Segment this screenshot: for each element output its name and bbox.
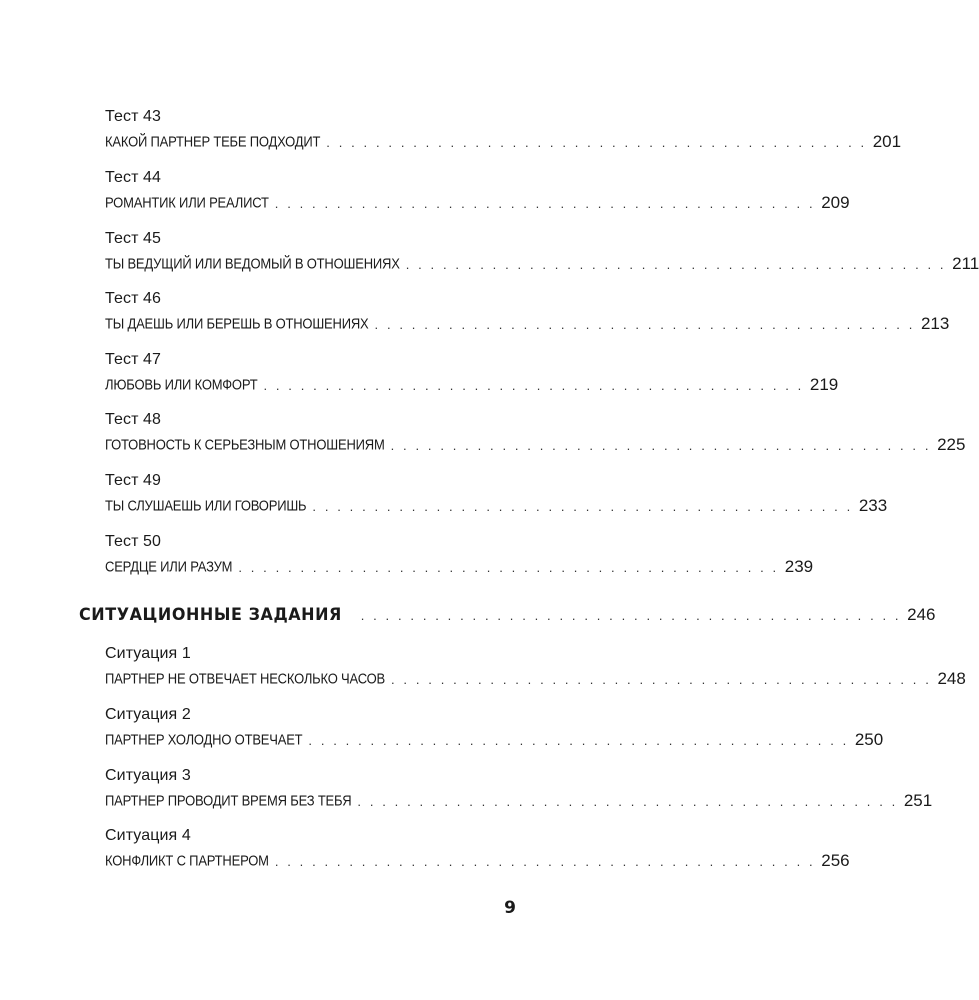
- toc-entry-test-50[interactable]: [105, 532, 814, 579]
- dot-leader: . . . . . . . . . . . . . . . . . . . . . . . . . . . . . . . . . . . . . . . . . . . .: [357, 794, 898, 809]
- entry-page: 239: [784, 557, 814, 576]
- page-number: 9: [504, 898, 516, 918]
- entry-title: КАКОЙ ПАРТНЕР ТЕБЕ ПОДХОДИТ: [105, 133, 321, 150]
- entry-page: 211: [952, 254, 979, 273]
- dot-leader: . . . . . . . . . . . . . . . . . . . . . . . . . . . . . . . . . . . . . . . . . . . .: [308, 733, 849, 748]
- entry-label: Тест 44: [105, 169, 162, 186]
- entry-title: ПАРТНЕР НЕ ОТВЕЧАЕТ НЕСКОЛЬКО ЧАСОВ: [105, 670, 385, 687]
- entry-title: ПАРТНЕР ХОЛОДНО ОТВЕЧАЕТ: [105, 731, 303, 748]
- toc-section-situational-tasks[interactable]: [79, 605, 936, 625]
- dot-leader: . . . . . . . . . . . . . . . . . . . . . . . . . . . . . . . . . . . . . . . . . . . .: [326, 135, 867, 150]
- dot-leader: . . . . . . . . . . . . . . . . . . . . . . . . . . . . . . . . . . . . . . . . . . . .: [274, 196, 816, 211]
- dot-leader: . . . . . . . . . . . . . . . . . . . . . . . . . . . . . . . . . . . . . . . . . . . .: [312, 499, 853, 514]
- entry-title: ТЫ ВЕДУЩИЙ ИЛИ ВЕДОМЫЙ В ОТНОШЕНИЯХ: [105, 255, 400, 272]
- toc-entry-situation-4[interactable]: [105, 826, 850, 873]
- dot-leader: . . . . . . . . . . . . . . . . . . . . . . . . . . . . . . . . . . . . . . . . . . . .: [374, 317, 915, 332]
- entry-title: ТЫ СЛУШАЕШЬ ИЛИ ГОВОРИШЬ: [105, 497, 307, 514]
- toc-entry-test-49[interactable]: [105, 471, 888, 518]
- entry-label: Тест 46: [105, 290, 162, 307]
- toc-entry-situation-1[interactable]: [105, 644, 966, 691]
- entry-page: 251: [903, 791, 933, 810]
- entry-label: Тест 50: [105, 533, 162, 550]
- entry-label: Тест 47: [105, 351, 162, 368]
- entry-page: 209: [821, 193, 850, 212]
- toc-entry-test-47[interactable]: [105, 350, 839, 397]
- entry-label: Тест 43: [105, 108, 162, 125]
- toc-entry-test-44[interactable]: [105, 168, 850, 215]
- entry-page: 201: [872, 132, 902, 151]
- dot-leader: . . . . . . . . . . . . . . . . . . . . . . . . . . . . . . . . . . . . . . . . . . . .: [390, 438, 932, 453]
- entry-title: ПАРТНЕР ПРОВОДИТ ВРЕМЯ БЕЗ ТЕБЯ: [105, 792, 352, 809]
- entry-title: РОМАНТИК ИЛИ РЕАЛИСТ: [105, 194, 269, 211]
- toc-entry-test-46[interactable]: [105, 289, 950, 336]
- entry-label: Тест 45: [105, 230, 162, 247]
- entry-label: Ситуация 3: [105, 767, 191, 784]
- entry-title: СЕРДЦЕ ИЛИ РАЗУМ: [105, 558, 233, 575]
- entry-title: КОНФЛИКТ С ПАРТНЕРОМ: [105, 852, 269, 869]
- toc-entry-situation-2[interactable]: [105, 705, 884, 752]
- entry-page: 213: [920, 314, 950, 333]
- dot-leader: . . . . . . . . . . . . . . . . . . . . . . . . . . . . . . . . . . . . . . . . . . . .: [238, 560, 779, 575]
- section-page: 246: [907, 605, 936, 624]
- dot-leader: . . . . . . . . . . . . . . . . . . . . . . . . . . . . . . . . . . . . . . . . . . . .: [274, 854, 816, 869]
- dot-leader: . . . . . . . . . . . . . . . . . . . . . . . . . . . . . . . . . . . . . . . . . . . .: [263, 378, 804, 393]
- section-title: СИТУАЦИОННЫЕ ЗАДАНИЯ: [79, 605, 342, 625]
- toc-entry-test-43[interactable]: [105, 107, 902, 154]
- toc-entry-situation-3[interactable]: [105, 766, 933, 813]
- entry-page: 256: [821, 851, 850, 870]
- entry-title: ТЫ ДАЕШЬ ИЛИ БЕРЕШЬ В ОТНОШЕНИЯХ: [105, 315, 369, 332]
- entry-label: Ситуация 4: [105, 827, 191, 844]
- entry-page: 250: [854, 730, 884, 749]
- toc-entry-test-45[interactable]: [105, 229, 979, 276]
- entry-page: 219: [809, 375, 839, 394]
- entry-title: ЛЮБОВЬ ИЛИ КОМФОРТ: [105, 376, 258, 393]
- toc-entry-test-48[interactable]: [105, 410, 966, 457]
- entry-page: 233: [858, 496, 888, 515]
- entry-title: ГОТОВНОСТЬ К СЕРЬЕЗНЫМ ОТНОШЕНИЯМ: [105, 436, 385, 453]
- entry-page: 248: [937, 669, 966, 688]
- entry-page: 225: [937, 435, 966, 454]
- entry-label: Тест 48: [105, 411, 162, 428]
- entry-label: Тест 49: [105, 472, 162, 489]
- entry-label: Ситуация 1: [105, 645, 191, 662]
- dot-leader: . . . . . . . . . . . . . . . . . . . . . . . . . . . . . . . . . . . . . . . . . . . .: [405, 257, 947, 272]
- dot-leader: . . . . . . . . . . . . . . . . . . . . . . . . . . . . . . . . . . . . . . . . . . . .: [360, 608, 902, 623]
- entry-label: Ситуация 2: [105, 706, 191, 723]
- dot-leader: . . . . . . . . . . . . . . . . . . . . . . . . . . . . . . . . . . . . . . . . . . . .: [391, 672, 932, 687]
